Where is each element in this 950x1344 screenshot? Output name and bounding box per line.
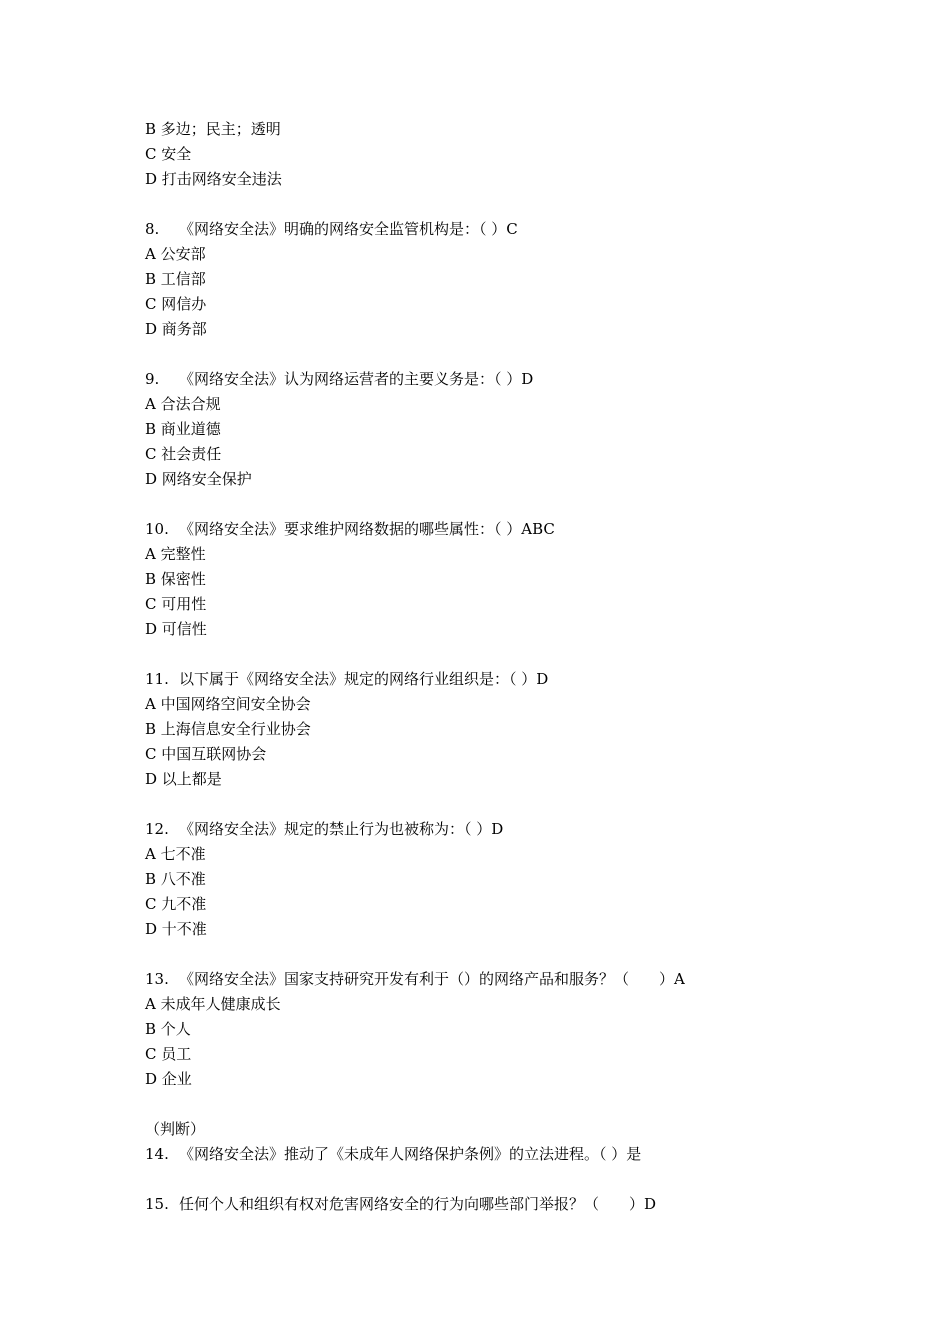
option-line: A 公安部 <box>145 245 206 263</box>
option-line: C 安全 <box>145 145 192 163</box>
option-line: C 可用性 <box>145 595 207 613</box>
option-line: B 个人 <box>145 1020 191 1038</box>
option-line: A 中国网络空间安全协会 <box>145 695 311 713</box>
spacer <box>145 342 905 367</box>
question-number: 13. <box>145 970 169 988</box>
option-line: B 工信部 <box>145 270 206 288</box>
option-line: C 员工 <box>145 1045 192 1063</box>
question-line <box>145 1142 905 1167</box>
section-label: （判断） <box>145 1120 206 1138</box>
spacer <box>145 1167 905 1192</box>
option-line: A 完整性 <box>145 545 206 563</box>
option-line: A 未成年人健康成长 <box>145 995 281 1013</box>
question-text: 《网络安全法》要求维护网络数据的哪些属性：（ ）ABC <box>179 520 555 538</box>
question-8 <box>145 217 905 342</box>
question-text: 《网络安全法》国家支持研究开发有利于（）的网络产品和服务？（ ）A <box>179 970 685 988</box>
question-number: 14. <box>145 1145 169 1163</box>
spacer <box>145 942 905 967</box>
option-line: D 以上都是 <box>145 770 222 788</box>
spacer <box>145 1092 905 1117</box>
question-text: 《网络安全法》认为网络运营者的主要义务是：（ ）D <box>179 370 534 388</box>
question-line <box>145 817 905 842</box>
question-text: 任何个人和组织有权对危害网络安全的行为向哪些部门举报？（ ）D <box>179 1195 657 1213</box>
option-line: C 中国互联网协会 <box>145 745 267 763</box>
question-15 <box>145 1192 905 1217</box>
question-line <box>145 517 905 542</box>
option-line: D 打击网络安全违法 <box>145 170 282 188</box>
question-number: 10. <box>145 520 169 538</box>
option-line: C 九不准 <box>145 895 207 913</box>
option-line: D 十不准 <box>145 920 207 938</box>
option-line: A 七不准 <box>145 845 206 863</box>
option-line: B 商业道德 <box>145 420 221 438</box>
question-13 <box>145 967 905 1092</box>
question-11 <box>145 667 905 792</box>
spacer <box>145 492 905 517</box>
spacer <box>145 192 905 217</box>
question-line <box>145 1192 905 1217</box>
question-line <box>145 367 905 392</box>
spacer <box>145 792 905 817</box>
question-number: 15. <box>145 1195 169 1213</box>
leading-options <box>145 117 905 192</box>
option-line: D 可信性 <box>145 620 207 638</box>
option-line: B 保密性 <box>145 570 206 588</box>
option-line: B 上海信息安全行业协会 <box>145 720 311 738</box>
question-number: 8. <box>145 220 160 238</box>
option-line: D 网络安全保护 <box>145 470 252 488</box>
question-text: 《网络安全法》规定的禁止行为也被称为：（ ）D <box>179 820 504 838</box>
option-line: D 商务部 <box>145 320 207 338</box>
question-number: 12. <box>145 820 169 838</box>
spacer <box>145 642 905 667</box>
question-text: 《网络安全法》推动了《未成年人网络保护条例》的立法进程。（ ）是 <box>179 1145 642 1163</box>
question-text: 《网络安全法》明确的网络安全监管机构是：（ ）C <box>179 220 518 238</box>
option-line: D 企业 <box>145 1070 192 1088</box>
question-9 <box>145 367 905 492</box>
question-10 <box>145 517 905 642</box>
document-page <box>145 117 905 1217</box>
question-line <box>145 667 905 692</box>
option-line: C 网信办 <box>145 295 207 313</box>
question-line <box>145 217 905 242</box>
question-number: 11. <box>145 670 169 688</box>
question-14 <box>145 1142 905 1167</box>
question-number: 9. <box>145 370 160 388</box>
option-line: A 合法合规 <box>145 395 221 413</box>
option-line: B 多边；民主；透明 <box>145 120 281 138</box>
option-line: C 社会责任 <box>145 445 222 463</box>
question-12 <box>145 817 905 942</box>
question-text: 以下属于《网络安全法》规定的网络行业组织是：（ ）D <box>179 670 549 688</box>
question-line <box>145 967 905 992</box>
option-line: B 八不准 <box>145 870 206 888</box>
